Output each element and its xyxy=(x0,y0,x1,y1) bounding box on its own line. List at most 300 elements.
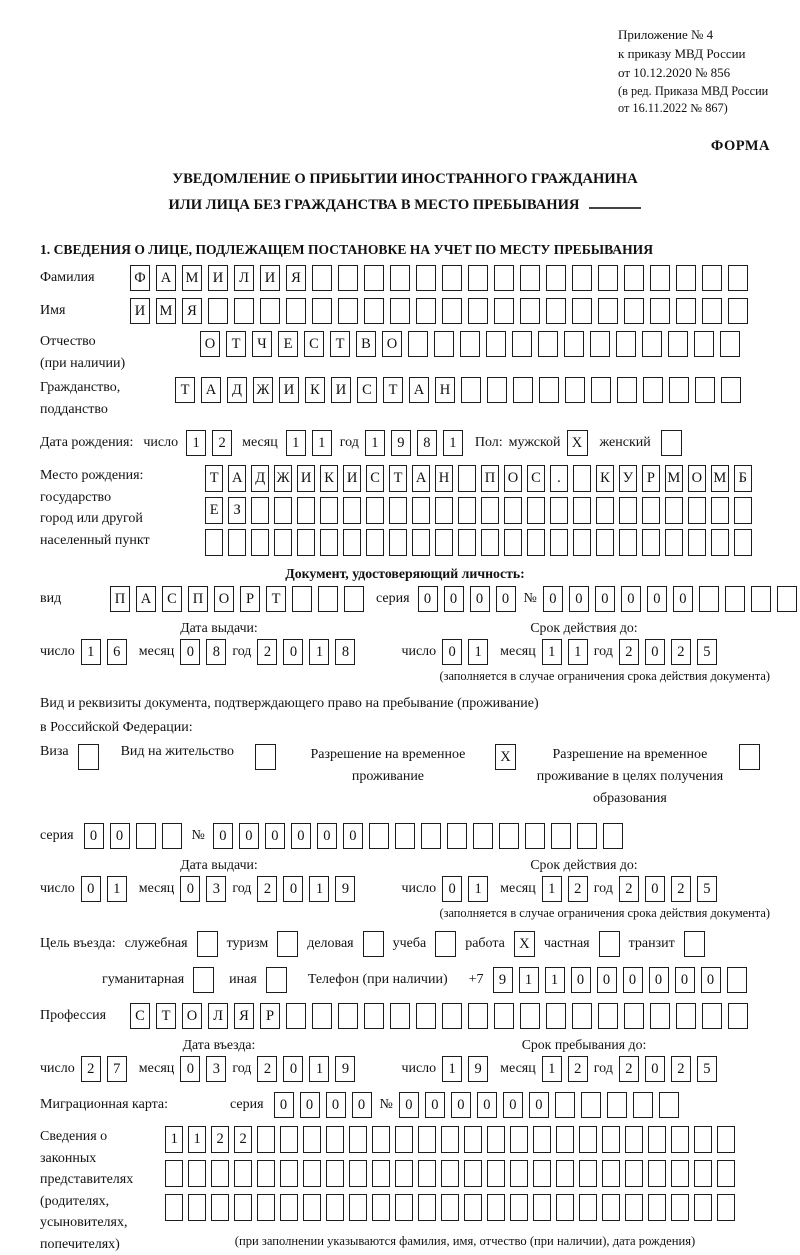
char-cell[interactable] xyxy=(338,1003,358,1029)
char-cell[interactable]: 3 xyxy=(206,1056,226,1082)
char-cell[interactable] xyxy=(372,1126,390,1153)
char-cell[interactable] xyxy=(257,1160,275,1187)
char-cell[interactable] xyxy=(624,1003,644,1029)
char-cell[interactable] xyxy=(188,1194,206,1221)
char-cell[interactable]: О xyxy=(214,586,234,612)
char-cell[interactable]: 7 xyxy=(107,1056,127,1082)
char-cell[interactable] xyxy=(416,1003,436,1029)
char-cell[interactable]: 8 xyxy=(335,639,355,665)
char-cell[interactable]: 0 xyxy=(503,1092,523,1118)
char-cell[interactable] xyxy=(464,1126,482,1153)
char-cell[interactable]: 1 xyxy=(365,430,385,456)
char-cell[interactable] xyxy=(136,823,156,849)
char-cell[interactable]: 0 xyxy=(180,876,200,902)
char-cell[interactable]: М xyxy=(156,298,176,324)
char-cell[interactable]: 0 xyxy=(571,967,591,993)
char-cell[interactable] xyxy=(312,1003,332,1029)
char-cell[interactable] xyxy=(274,497,292,524)
char-cell[interactable] xyxy=(619,497,637,524)
char-cell[interactable] xyxy=(344,586,364,612)
char-cell[interactable]: Я xyxy=(286,265,306,291)
char-cell[interactable] xyxy=(642,497,660,524)
char-cell[interactable]: Т xyxy=(330,331,350,357)
char-cell[interactable] xyxy=(525,823,545,849)
char-cell[interactable] xyxy=(725,586,745,612)
purpose-private-checkbox[interactable] xyxy=(599,931,620,957)
char-cell[interactable]: 0 xyxy=(274,1092,294,1118)
char-cell[interactable]: Е xyxy=(278,331,298,357)
char-cell[interactable]: 0 xyxy=(425,1092,445,1118)
char-cell[interactable] xyxy=(596,529,614,556)
char-cell[interactable] xyxy=(468,298,488,324)
char-cell[interactable] xyxy=(320,497,338,524)
char-cell[interactable] xyxy=(720,331,740,357)
char-cell[interactable]: 2 xyxy=(234,1126,252,1153)
visa-checkbox[interactable] xyxy=(78,744,99,770)
char-cell[interactable] xyxy=(624,298,644,324)
char-cell[interactable]: 0 xyxy=(317,823,337,849)
char-cell[interactable] xyxy=(625,1194,643,1221)
char-cell[interactable] xyxy=(510,1194,528,1221)
char-cell[interactable] xyxy=(303,1126,321,1153)
char-cell[interactable]: 1 xyxy=(542,876,562,902)
purpose-tourism-checkbox[interactable] xyxy=(277,931,298,957)
char-cell[interactable] xyxy=(550,497,568,524)
char-cell[interactable] xyxy=(435,529,453,556)
char-cell[interactable] xyxy=(602,1194,620,1221)
char-cell[interactable]: 1 xyxy=(186,430,206,456)
char-cell[interactable] xyxy=(546,298,566,324)
char-cell[interactable]: П xyxy=(110,586,130,612)
char-cell[interactable]: 0 xyxy=(477,1092,497,1118)
char-cell[interactable] xyxy=(734,529,752,556)
char-cell[interactable]: . xyxy=(550,465,568,492)
char-cell[interactable] xyxy=(648,1126,666,1153)
purpose-official-checkbox[interactable] xyxy=(197,931,218,957)
char-cell[interactable]: 0 xyxy=(110,823,130,849)
char-cell[interactable] xyxy=(598,298,618,324)
char-cell[interactable] xyxy=(412,529,430,556)
char-cell[interactable]: 2 xyxy=(671,1056,691,1082)
char-cell[interactable]: 0 xyxy=(399,1092,419,1118)
char-cell[interactable] xyxy=(504,497,522,524)
char-cell[interactable]: 0 xyxy=(180,639,200,665)
char-cell[interactable]: С xyxy=(366,465,384,492)
char-cell[interactable] xyxy=(699,586,719,612)
char-cell[interactable] xyxy=(668,331,688,357)
char-cell[interactable]: 0 xyxy=(444,586,464,612)
char-cell[interactable]: О xyxy=(182,1003,202,1029)
char-cell[interactable]: К xyxy=(320,465,338,492)
char-cell[interactable] xyxy=(487,1126,505,1153)
char-cell[interactable]: М xyxy=(182,265,202,291)
char-cell[interactable] xyxy=(364,1003,384,1029)
char-cell[interactable] xyxy=(421,823,441,849)
char-cell[interactable] xyxy=(234,1194,252,1221)
char-cell[interactable] xyxy=(555,1092,575,1118)
char-cell[interactable] xyxy=(573,465,591,492)
char-cell[interactable]: 0 xyxy=(81,876,101,902)
char-cell[interactable]: О xyxy=(382,331,402,357)
char-cell[interactable]: С xyxy=(162,586,182,612)
char-cell[interactable]: 1 xyxy=(545,967,565,993)
char-cell[interactable]: 1 xyxy=(568,639,588,665)
char-cell[interactable] xyxy=(338,265,358,291)
char-cell[interactable]: 2 xyxy=(257,1056,277,1082)
char-cell[interactable] xyxy=(669,377,689,403)
char-cell[interactable] xyxy=(577,823,597,849)
char-cell[interactable]: Ж xyxy=(274,465,292,492)
char-cell[interactable] xyxy=(395,1194,413,1221)
char-cell[interactable]: 9 xyxy=(391,430,411,456)
char-cell[interactable] xyxy=(458,529,476,556)
char-cell[interactable] xyxy=(389,529,407,556)
char-cell[interactable] xyxy=(434,331,454,357)
char-cell[interactable]: 5 xyxy=(697,1056,717,1082)
char-cell[interactable]: 0 xyxy=(529,1092,549,1118)
char-cell[interactable] xyxy=(643,377,663,403)
char-cell[interactable] xyxy=(372,1194,390,1221)
char-cell[interactable] xyxy=(504,529,522,556)
char-cell[interactable] xyxy=(205,529,223,556)
char-cell[interactable]: 0 xyxy=(623,967,643,993)
char-cell[interactable] xyxy=(418,1126,436,1153)
gender-female-checkbox[interactable] xyxy=(661,430,682,456)
char-cell[interactable] xyxy=(494,265,514,291)
char-cell[interactable]: 0 xyxy=(470,586,490,612)
char-cell[interactable]: 0 xyxy=(621,586,641,612)
char-cell[interactable]: 2 xyxy=(212,430,232,456)
char-cell[interactable]: И xyxy=(279,377,299,403)
char-cell[interactable] xyxy=(650,1003,670,1029)
char-cell[interactable]: Т xyxy=(226,331,246,357)
char-cell[interactable]: 0 xyxy=(213,823,233,849)
char-cell[interactable]: 2 xyxy=(568,876,588,902)
char-cell[interactable] xyxy=(538,331,558,357)
char-cell[interactable]: 1 xyxy=(542,1056,562,1082)
char-cell[interactable] xyxy=(694,1194,712,1221)
char-cell[interactable] xyxy=(579,1160,597,1187)
char-cell[interactable] xyxy=(494,1003,514,1029)
char-cell[interactable] xyxy=(694,1160,712,1187)
char-cell[interactable]: Т xyxy=(156,1003,176,1029)
char-cell[interactable]: Б xyxy=(734,465,752,492)
char-cell[interactable] xyxy=(625,1126,643,1153)
temp-residence-edu-checkbox[interactable] xyxy=(739,744,760,770)
char-cell[interactable] xyxy=(481,529,499,556)
char-cell[interactable] xyxy=(602,1160,620,1187)
char-cell[interactable] xyxy=(464,1160,482,1187)
char-cell[interactable]: А xyxy=(136,586,156,612)
char-cell[interactable] xyxy=(468,265,488,291)
char-cell[interactable]: Ф xyxy=(130,265,150,291)
char-cell[interactable] xyxy=(343,497,361,524)
char-cell[interactable] xyxy=(550,529,568,556)
char-cell[interactable] xyxy=(717,1126,735,1153)
char-cell[interactable]: Т xyxy=(175,377,195,403)
char-cell[interactable] xyxy=(280,1160,298,1187)
char-cell[interactable]: Т xyxy=(266,586,286,612)
purpose-humanitarian-checkbox[interactable] xyxy=(193,967,214,993)
char-cell[interactable]: 2 xyxy=(671,639,691,665)
char-cell[interactable]: З xyxy=(228,497,246,524)
char-cell[interactable] xyxy=(665,497,683,524)
char-cell[interactable] xyxy=(694,331,714,357)
char-cell[interactable]: 0 xyxy=(265,823,285,849)
char-cell[interactable] xyxy=(447,823,467,849)
char-cell[interactable] xyxy=(286,298,306,324)
char-cell[interactable]: П xyxy=(188,586,208,612)
char-cell[interactable] xyxy=(565,377,585,403)
char-cell[interactable]: О xyxy=(688,465,706,492)
char-cell[interactable]: П xyxy=(481,465,499,492)
char-cell[interactable]: 2 xyxy=(619,876,639,902)
char-cell[interactable] xyxy=(494,298,514,324)
char-cell[interactable] xyxy=(326,1194,344,1221)
char-cell[interactable]: Ч xyxy=(252,331,272,357)
char-cell[interactable]: 0 xyxy=(645,639,665,665)
char-cell[interactable]: И xyxy=(331,377,351,403)
purpose-business-checkbox[interactable] xyxy=(363,931,384,957)
char-cell[interactable] xyxy=(349,1126,367,1153)
char-cell[interactable] xyxy=(702,1003,722,1029)
char-cell[interactable] xyxy=(274,529,292,556)
char-cell[interactable]: 2 xyxy=(257,876,277,902)
char-cell[interactable] xyxy=(442,1003,462,1029)
char-cell[interactable]: 0 xyxy=(569,586,589,612)
char-cell[interactable]: Н xyxy=(435,465,453,492)
char-cell[interactable] xyxy=(318,586,338,612)
char-cell[interactable]: Д xyxy=(251,465,269,492)
char-cell[interactable]: Л xyxy=(208,1003,228,1029)
char-cell[interactable]: 0 xyxy=(649,967,669,993)
char-cell[interactable]: Р xyxy=(260,1003,280,1029)
char-cell[interactable] xyxy=(659,1092,679,1118)
char-cell[interactable] xyxy=(395,1126,413,1153)
char-cell[interactable] xyxy=(512,331,532,357)
char-cell[interactable] xyxy=(416,298,436,324)
char-cell[interactable] xyxy=(520,298,540,324)
char-cell[interactable]: 2 xyxy=(211,1126,229,1153)
char-cell[interactable] xyxy=(408,331,428,357)
char-cell[interactable] xyxy=(694,1126,712,1153)
char-cell[interactable]: 0 xyxy=(283,876,303,902)
char-cell[interactable] xyxy=(461,377,481,403)
char-cell[interactable] xyxy=(338,298,358,324)
char-cell[interactable]: 0 xyxy=(645,876,665,902)
purpose-work-checkbox[interactable]: X xyxy=(514,931,535,957)
purpose-other-checkbox[interactable] xyxy=(266,967,287,993)
char-cell[interactable]: 0 xyxy=(418,586,438,612)
char-cell[interactable]: Ж xyxy=(253,377,273,403)
char-cell[interactable] xyxy=(481,497,499,524)
char-cell[interactable] xyxy=(349,1160,367,1187)
char-cell[interactable] xyxy=(464,1194,482,1221)
char-cell[interactable] xyxy=(257,1194,275,1221)
char-cell[interactable] xyxy=(390,265,410,291)
char-cell[interactable] xyxy=(442,298,462,324)
char-cell[interactable] xyxy=(234,1160,252,1187)
char-cell[interactable]: Т xyxy=(205,465,223,492)
char-cell[interactable]: 1 xyxy=(309,1056,329,1082)
char-cell[interactable] xyxy=(473,823,493,849)
char-cell[interactable] xyxy=(633,1092,653,1118)
char-cell[interactable] xyxy=(688,497,706,524)
char-cell[interactable]: Е xyxy=(205,497,223,524)
char-cell[interactable] xyxy=(734,497,752,524)
char-cell[interactable] xyxy=(598,1003,618,1029)
char-cell[interactable]: 1 xyxy=(312,430,332,456)
char-cell[interactable] xyxy=(688,529,706,556)
char-cell[interactable] xyxy=(551,823,571,849)
char-cell[interactable] xyxy=(510,1160,528,1187)
char-cell[interactable]: А xyxy=(156,265,176,291)
char-cell[interactable] xyxy=(162,823,182,849)
char-cell[interactable] xyxy=(458,465,476,492)
char-cell[interactable]: 0 xyxy=(673,586,693,612)
char-cell[interactable]: И xyxy=(260,265,280,291)
char-cell[interactable] xyxy=(556,1126,574,1153)
char-cell[interactable]: Т xyxy=(389,465,407,492)
char-cell[interactable] xyxy=(364,298,384,324)
char-cell[interactable] xyxy=(435,497,453,524)
char-cell[interactable] xyxy=(533,1160,551,1187)
char-cell[interactable] xyxy=(598,265,618,291)
char-cell[interactable] xyxy=(527,529,545,556)
char-cell[interactable] xyxy=(665,529,683,556)
char-cell[interactable]: 8 xyxy=(206,639,226,665)
char-cell[interactable] xyxy=(539,377,559,403)
char-cell[interactable] xyxy=(395,823,415,849)
char-cell[interactable] xyxy=(579,1126,597,1153)
char-cell[interactable] xyxy=(751,586,771,612)
char-cell[interactable]: 1 xyxy=(309,876,329,902)
char-cell[interactable]: 0 xyxy=(675,967,695,993)
char-cell[interactable]: И xyxy=(343,465,361,492)
char-cell[interactable] xyxy=(717,1194,735,1221)
char-cell[interactable]: Н xyxy=(435,377,455,403)
char-cell[interactable] xyxy=(564,331,584,357)
char-cell[interactable]: Т xyxy=(383,377,403,403)
char-cell[interactable]: 0 xyxy=(595,586,615,612)
char-cell[interactable]: С xyxy=(357,377,377,403)
char-cell[interactable] xyxy=(320,529,338,556)
char-cell[interactable]: 1 xyxy=(519,967,539,993)
char-cell[interactable] xyxy=(717,1160,735,1187)
char-cell[interactable] xyxy=(676,265,696,291)
char-cell[interactable]: В xyxy=(356,331,376,357)
char-cell[interactable]: 5 xyxy=(697,876,717,902)
char-cell[interactable]: Р xyxy=(240,586,260,612)
char-cell[interactable]: 1 xyxy=(542,639,562,665)
char-cell[interactable] xyxy=(487,377,507,403)
char-cell[interactable] xyxy=(260,298,280,324)
char-cell[interactable] xyxy=(642,331,662,357)
char-cell[interactable]: 0 xyxy=(701,967,721,993)
char-cell[interactable] xyxy=(349,1194,367,1221)
char-cell[interactable] xyxy=(251,529,269,556)
char-cell[interactable] xyxy=(251,497,269,524)
char-cell[interactable] xyxy=(165,1160,183,1187)
char-cell[interactable] xyxy=(527,497,545,524)
char-cell[interactable] xyxy=(441,1126,459,1153)
char-cell[interactable] xyxy=(364,265,384,291)
char-cell[interactable] xyxy=(671,1194,689,1221)
char-cell[interactable] xyxy=(326,1160,344,1187)
char-cell[interactable] xyxy=(228,529,246,556)
char-cell[interactable]: 2 xyxy=(257,639,277,665)
char-cell[interactable] xyxy=(591,377,611,403)
char-cell[interactable] xyxy=(188,1160,206,1187)
char-cell[interactable] xyxy=(211,1160,229,1187)
char-cell[interactable] xyxy=(416,265,436,291)
char-cell[interactable]: И xyxy=(208,265,228,291)
char-cell[interactable]: А xyxy=(228,465,246,492)
residence-permit-checkbox[interactable] xyxy=(255,744,276,770)
char-cell[interactable] xyxy=(297,529,315,556)
char-cell[interactable]: С xyxy=(304,331,324,357)
char-cell[interactable]: 0 xyxy=(300,1092,320,1118)
char-cell[interactable] xyxy=(211,1194,229,1221)
char-cell[interactable] xyxy=(617,377,637,403)
char-cell[interactable]: И xyxy=(297,465,315,492)
char-cell[interactable] xyxy=(572,265,592,291)
char-cell[interactable] xyxy=(721,377,741,403)
char-cell[interactable]: 9 xyxy=(335,1056,355,1082)
char-cell[interactable]: С xyxy=(527,465,545,492)
char-cell[interactable] xyxy=(499,823,519,849)
char-cell[interactable] xyxy=(671,1160,689,1187)
char-cell[interactable] xyxy=(581,1092,601,1118)
char-cell[interactable] xyxy=(520,1003,540,1029)
char-cell[interactable]: 0 xyxy=(647,586,667,612)
char-cell[interactable]: 9 xyxy=(468,1056,488,1082)
purpose-transit-checkbox[interactable] xyxy=(684,931,705,957)
char-cell[interactable]: 0 xyxy=(84,823,104,849)
char-cell[interactable] xyxy=(556,1194,574,1221)
char-cell[interactable] xyxy=(442,265,462,291)
char-cell[interactable]: Я xyxy=(234,1003,254,1029)
char-cell[interactable]: 0 xyxy=(291,823,311,849)
char-cell[interactable] xyxy=(303,1194,321,1221)
char-cell[interactable]: М xyxy=(711,465,729,492)
char-cell[interactable]: 0 xyxy=(283,1056,303,1082)
char-cell[interactable]: 6 xyxy=(107,639,127,665)
char-cell[interactable] xyxy=(372,1160,390,1187)
purpose-study-checkbox[interactable] xyxy=(435,931,456,957)
char-cell[interactable]: 0 xyxy=(451,1092,471,1118)
char-cell[interactable] xyxy=(312,265,332,291)
char-cell[interactable] xyxy=(711,529,729,556)
char-cell[interactable] xyxy=(208,298,228,324)
char-cell[interactable] xyxy=(343,529,361,556)
char-cell[interactable]: Л xyxy=(234,265,254,291)
char-cell[interactable] xyxy=(648,1194,666,1221)
char-cell[interactable] xyxy=(369,823,389,849)
char-cell[interactable] xyxy=(487,1160,505,1187)
char-cell[interactable]: 0 xyxy=(496,586,516,612)
char-cell[interactable]: А xyxy=(412,465,430,492)
char-cell[interactable]: С xyxy=(130,1003,150,1029)
char-cell[interactable] xyxy=(642,529,660,556)
char-cell[interactable]: 0 xyxy=(239,823,259,849)
char-cell[interactable] xyxy=(412,497,430,524)
char-cell[interactable]: О xyxy=(200,331,220,357)
char-cell[interactable]: А xyxy=(201,377,221,403)
char-cell[interactable] xyxy=(572,1003,592,1029)
char-cell[interactable] xyxy=(513,377,533,403)
char-cell[interactable] xyxy=(441,1160,459,1187)
